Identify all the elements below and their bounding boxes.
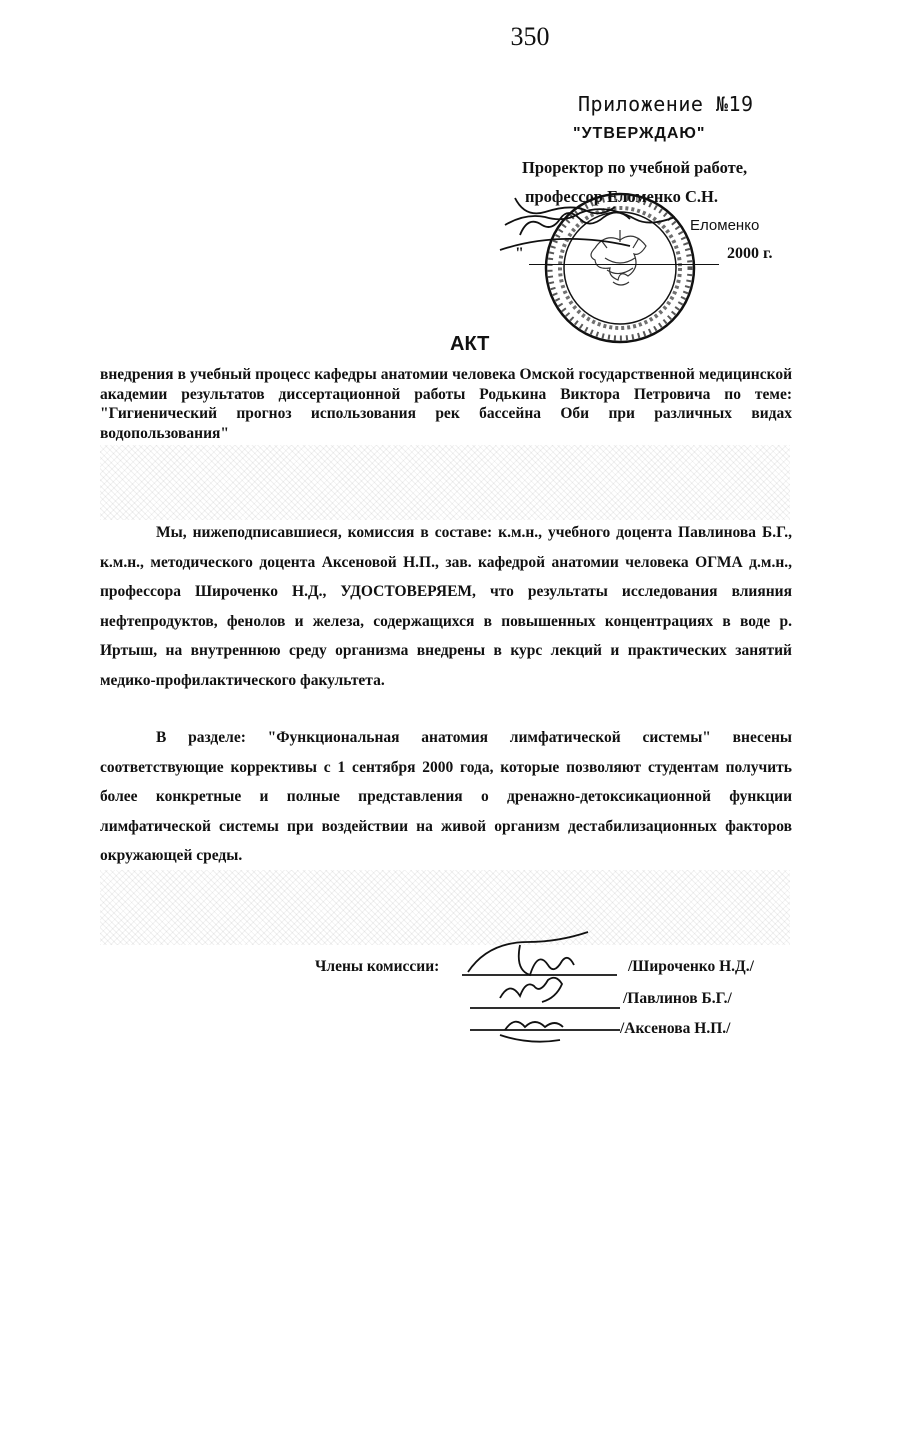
act-intro: внедрения в учебный процесс кафедры анатомии человека Омской государственной медицинской академии результатов диссертационной работы Родькина Виктора Петровича по теме: "Гигиенический прогноз использования рек бассейна Оби при различных видах водопользования" [100,366,792,442]
page-number: 350 [510,22,550,51]
member-aksenova: /Аксенова Н.П./ [620,1020,731,1037]
act-paragraph-2: В разделе: "Функциональная анатомия лимфатической системы" внесены соответствующие коррективы с 1 сентября 2000 года, которые позволяют студентам получить более конкретные и полные представления о дренажно-детоксикационной функции лимфатической системы при воздействии на живой организм дестабилизационных факторов окружающей среды. [100,729,792,864]
professor-name: профессор Еломенко С.Н. [525,187,719,206]
date-quote: " [515,245,524,262]
member-pavlinov: /Павлинов Б.Г./ [623,990,732,1007]
appendix-number: Приложение №19 [578,92,754,116]
approval-heading: "УТВЕРЖДАЮ" [573,125,706,142]
act-title: АКТ [450,333,490,355]
commission-label: Члены комиссии: [315,958,440,975]
member-shirochenko: /Широченко Н.Д./ [628,958,754,975]
signature-name: Еломенко [690,217,760,234]
act-paragraph-1: Мы, нижеподписавшиеся, комиссия в составе: к.м.н., учебного доцента Павлинова Б.Г., к.м.н., методического доцента Аксеновой Н.П., зав. кафедрой анатомии человека ОГМА д.м.н., профессора Широченко Н.Д., УДОСТОВЕРЯЕМ, что результаты исследования влияния нефтепродуктов, фенолов и железа, содержащихся в повышенных концентрациях в воде р. Иртыш, на внутреннюю среду организма внедрены в курс лекций и практических занятий медико-профилактического факультета. [100,524,792,689]
date-year: 2000 г. [727,245,773,262]
prorector-title: Проректор по учебной работе, [522,158,748,177]
